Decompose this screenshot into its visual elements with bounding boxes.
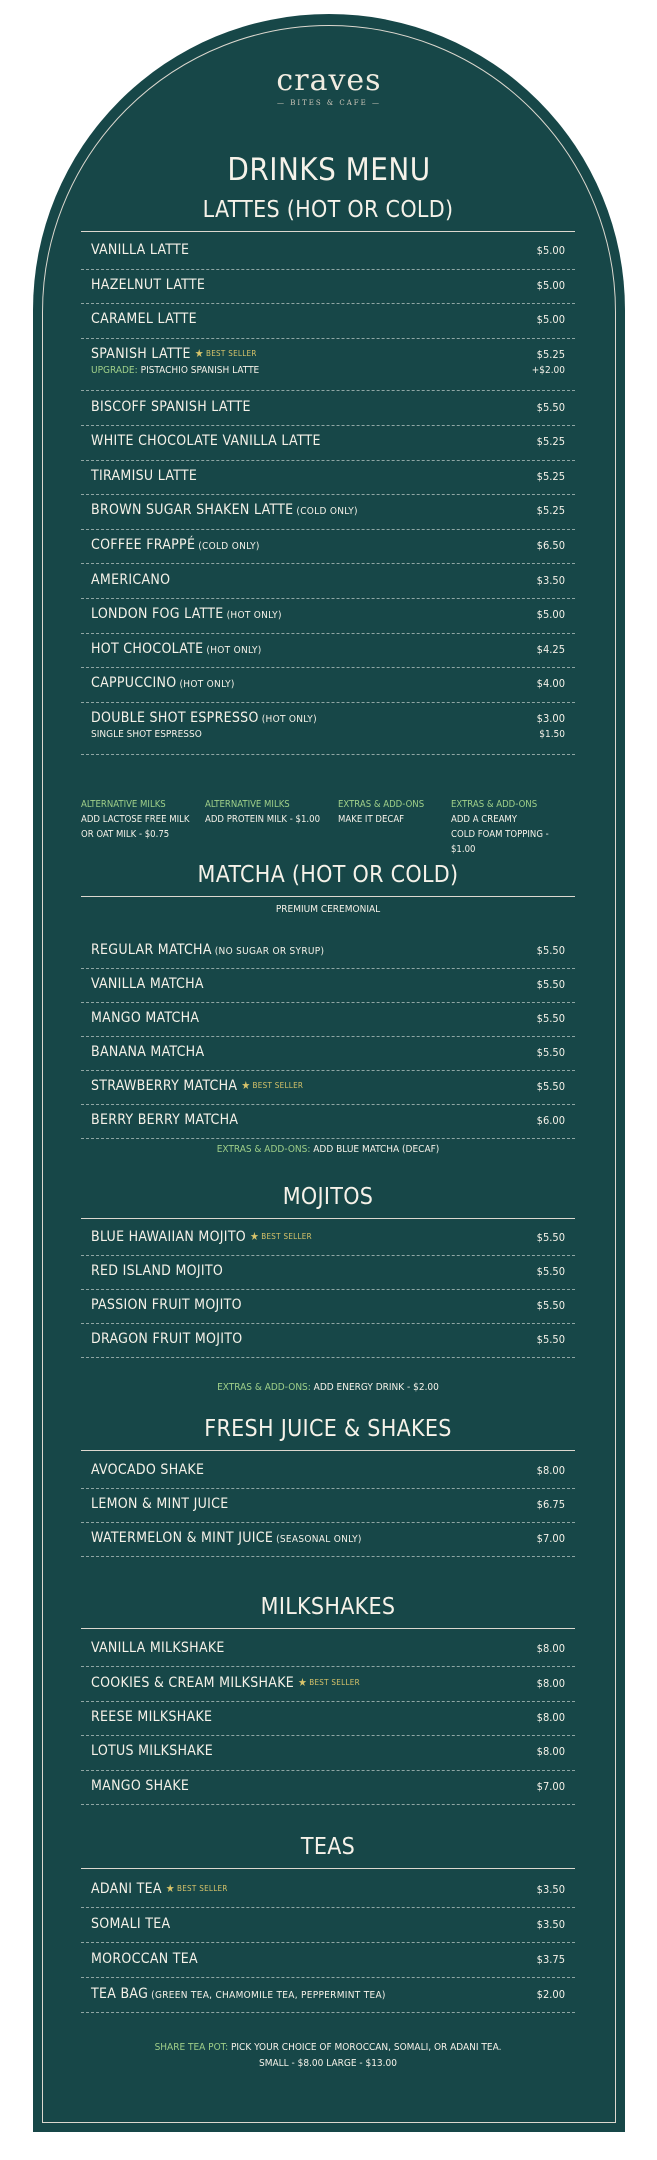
- star-icon: ★: [194, 347, 204, 361]
- lattes-item: [81, 633, 575, 669]
- item-name: TIRAMISU LATTE: [91, 467, 198, 484]
- item-name: REESE MILKSHAKE: [91, 1708, 213, 1725]
- juice-item: [81, 1488, 575, 1523]
- milkshakes-item: [81, 1632, 575, 1667]
- item-name: MOROCCAN TEA: [91, 1950, 198, 1967]
- item-price: $5.25: [536, 435, 565, 449]
- extras-label: EXTRAS & ADD-ONS:: [216, 1144, 314, 1155]
- item-price: $8.00: [536, 1464, 565, 1477]
- lattes-item: [81, 702, 575, 756]
- item-note: (HOT ONLY): [179, 679, 235, 691]
- item-name: COFFEE FRAPPÉ (COLD ONLY): [91, 537, 260, 554]
- item-price: $5.25: [536, 469, 565, 483]
- star-icon: ★: [165, 1881, 175, 1895]
- item-price: $6.75: [536, 1498, 565, 1511]
- juice-item: [81, 1522, 575, 1557]
- item-price: $4.25: [536, 642, 565, 656]
- addon-line: ADD LACTOSE FREE MILK: [81, 814, 190, 825]
- item-price: $7.00: [536, 1532, 565, 1545]
- share-label: SHARE TEA POT:: [154, 2042, 231, 2053]
- item-price: $8.00: [536, 1642, 565, 1656]
- addon-line: OR OAT MILK - $0.75: [81, 829, 170, 840]
- matcha-item: [81, 968, 575, 1003]
- item-price: $5.25: [536, 504, 565, 518]
- lattes-rule: [81, 231, 575, 232]
- matcha-title: MATCHA (HOT OR COLD): [197, 862, 459, 888]
- item-upgrade: SINGLE SHOT ESPRESSO: [91, 729, 202, 741]
- item-name: AVOCADO SHAKE: [91, 1462, 205, 1478]
- extras-text: ADD BLUE MATCHA (DECAF): [313, 1144, 440, 1155]
- item-price: $8.00: [536, 1710, 565, 1724]
- addon-heading: ALTERNATIVE MILKS: [81, 799, 166, 810]
- item-note: (COLD ONLY): [296, 506, 358, 518]
- item-note: (COLD ONLY): [198, 541, 260, 553]
- item-name: VANILLA LATTE: [91, 242, 190, 259]
- item-price: $5.50: [536, 1265, 565, 1278]
- item-name: AMERICANO: [91, 571, 171, 588]
- item-name: BANANA MATCHA: [91, 1044, 205, 1060]
- lattes-item: [81, 338, 575, 392]
- addon-line: COLD FOAM TOPPING - $1.00: [451, 829, 549, 855]
- mojitos-item: [81, 1289, 575, 1324]
- milkshakes-item: [81, 1701, 575, 1736]
- item-note: (HOT ONLY): [206, 644, 262, 656]
- item-price: $3.75: [536, 1952, 565, 1966]
- menu-board: [33, 14, 625, 2132]
- item-name: SPANISH LATTE ★ BEST SELLER: [91, 346, 257, 363]
- teas-item: [81, 1907, 575, 1943]
- item-price: $5.50: [536, 1080, 565, 1093]
- mojitos-rule: [81, 1218, 575, 1219]
- best-seller-badge: ★ BEST SELLER: [165, 1881, 228, 1895]
- item-name: BROWN SUGAR SHAKEN LATTE (COLD ONLY): [91, 502, 358, 519]
- teas-item: [81, 1977, 575, 2013]
- item-name: CAPPUCCINO (HOT ONLY): [91, 675, 235, 692]
- juice-title: FRESH JUICE & SHAKES: [204, 1416, 452, 1442]
- item-price: $8.00: [536, 1676, 565, 1690]
- lattes-item: [81, 563, 575, 599]
- star-icon: ★: [241, 1079, 251, 1092]
- item-name: BLUE HAWAIIAN MOJITO ★ BEST SELLER: [91, 1229, 312, 1245]
- upgrade-price: $1.50: [539, 729, 565, 741]
- item-price: $5.50: [536, 944, 565, 957]
- item-upgrade: UPGRADE: PISTACHIO SPANISH LATTE: [91, 365, 260, 377]
- milkshakes-rule: [81, 1628, 575, 1629]
- item-name: LEMON & MINT JUICE: [91, 1496, 229, 1512]
- matcha-item: [81, 1002, 575, 1037]
- item-name: ADANI TEA ★ BEST SELLER: [91, 1880, 228, 1897]
- lattes-title: LATTES (HOT OR COLD): [202, 197, 454, 223]
- item-price: $5.50: [536, 1046, 565, 1059]
- addon-column: [81, 797, 189, 842]
- item-price: $6.00: [536, 1114, 565, 1127]
- item-price: $5.50: [536, 1231, 565, 1244]
- item-name: PASSION FRUIT MOJITO: [91, 1297, 242, 1313]
- best-seller-badge: ★ BEST SELLER: [194, 347, 257, 361]
- juice-rule: [81, 1450, 575, 1451]
- teas-item: [81, 1942, 575, 1978]
- milkshakes-item: [81, 1666, 575, 1701]
- item-price: $5.50: [536, 400, 565, 414]
- teas-item: [81, 1872, 575, 1908]
- logo-wordmark: craves: [276, 63, 382, 98]
- item-price: $3.50: [536, 573, 565, 587]
- matcha-subtitle: PREMIUM CEREMONIAL: [275, 904, 381, 915]
- item-price: $6.50: [536, 539, 565, 553]
- item-price: $5.00: [536, 278, 565, 292]
- addon-column: [338, 797, 424, 827]
- item-name: RED ISLAND MOJITO: [91, 1263, 224, 1279]
- item-name: DOUBLE SHOT ESPRESSO (HOT ONLY): [91, 710, 317, 727]
- item-name: TEA BAG (GREEN TEA, CHAMOMILE TEA, PEPPERMINT TEA): [91, 1985, 386, 2002]
- mojito-extras: [81, 1380, 575, 1396]
- item-note: (HOT ONLY): [261, 714, 317, 726]
- matcha-rule: [81, 896, 575, 897]
- item-name: VANILLA MATCHA: [91, 976, 204, 992]
- matcha-item: [81, 1070, 575, 1105]
- item-note: (GREEN TEA, CHAMOMILE TEA, PEPPERMINT TEA): [151, 1989, 386, 2001]
- item-name: HOT CHOCOLATE (HOT ONLY): [91, 640, 262, 657]
- item-note: (HOT ONLY): [226, 610, 282, 622]
- item-name: CARAMEL LATTE: [91, 311, 197, 328]
- item-price: $3.00: [536, 712, 565, 726]
- matcha-item: [81, 1104, 575, 1139]
- item-price: $5.00: [536, 608, 565, 622]
- item-price: $5.50: [536, 1299, 565, 1312]
- best-seller-badge: ★ BEST SELLER: [250, 1230, 312, 1243]
- item-price: $5.00: [536, 313, 565, 327]
- milkshakes-title: MILKSHAKES: [260, 1594, 396, 1620]
- star-icon: ★: [250, 1230, 260, 1243]
- teas-rule: [81, 1868, 575, 1869]
- item-price: $3.50: [536, 1882, 565, 1896]
- item-note: (NO SUGAR OR SYRUP): [214, 946, 325, 957]
- item-name: REGULAR MATCHA (NO SUGAR OR SYRUP): [91, 942, 325, 958]
- menu-title: DRINKS MENU: [227, 152, 431, 188]
- item-price: $2.00: [536, 1987, 565, 2001]
- addon-line: ADD A CREAMY: [451, 814, 518, 825]
- item-price: $8.00: [536, 1745, 565, 1759]
- item-price: $5.25: [536, 348, 565, 362]
- best-seller-badge: ★ BEST SELLER: [241, 1079, 304, 1092]
- share-tea-pot: [81, 2040, 575, 2056]
- item-price: $5.50: [536, 1012, 565, 1025]
- juice-item: [81, 1454, 575, 1489]
- lattes-item: [81, 390, 575, 426]
- addon-heading: EXTRAS & ADD-ONS: [451, 799, 538, 810]
- matcha-extras: [81, 1142, 575, 1158]
- addon-column: [205, 797, 320, 827]
- addon-line: ADD PROTEIN MILK - $1.00: [205, 814, 321, 825]
- best-seller-badge: ★ BEST SELLER: [298, 1675, 360, 1689]
- share-sizes: SMALL - $8.00 LARGE - $13.00: [259, 2058, 397, 2069]
- logo: [33, 64, 625, 107]
- lattes-item: [81, 529, 575, 565]
- lattes-item: [81, 460, 575, 496]
- item-name: STRAWBERRY MATCHA ★ BEST SELLER: [91, 1078, 304, 1094]
- item-name: HAZELNUT LATTE: [91, 276, 206, 293]
- item-name: BERRY BERRY MATCHA: [91, 1112, 239, 1128]
- share-text: PICK YOUR CHOICE OF MOROCCAN, SOMALI, OR ADANI TEA.: [230, 2042, 502, 2053]
- item-name: DRAGON FRUIT MOJITO: [91, 1331, 243, 1347]
- teas-title: TEAS: [300, 1834, 356, 1860]
- item-price: $7.00: [536, 1779, 565, 1793]
- item-name: LONDON FOG LATTE (HOT ONLY): [91, 606, 282, 623]
- logo-tagline: — BITES & CAFE —: [277, 99, 381, 107]
- addon-line: MAKE IT DECAF: [338, 814, 405, 825]
- addon-heading: EXTRAS & ADD-ONS: [338, 799, 425, 810]
- item-name: VANILLA MILKSHAKE: [91, 1640, 225, 1657]
- matcha-item: [81, 934, 575, 969]
- item-name: WATERMELON & MINT JUICE (SEASONAL ONLY): [91, 1530, 362, 1546]
- lattes-item: [81, 425, 575, 461]
- lattes-item: [81, 494, 575, 530]
- item-price: $5.00: [536, 244, 565, 258]
- upgrade-label: UPGRADE:: [91, 365, 138, 377]
- upgrade-price: +$2.00: [531, 365, 565, 377]
- addon-heading: ALTERNATIVE MILKS: [205, 799, 290, 810]
- mojitos-item: [81, 1323, 575, 1358]
- item-name: LOTUS MILKSHAKE: [91, 1743, 213, 1760]
- item-name: COOKIES & CREAM MILKSHAKE ★ BEST SELLER: [91, 1674, 360, 1691]
- extras-label: EXTRAS & ADD-ONS:: [217, 1382, 314, 1393]
- mojitos-title: MOJITOS: [282, 1184, 374, 1210]
- milkshakes-item: [81, 1770, 575, 1805]
- item-name: SOMALI TEA: [91, 1915, 171, 1932]
- item-price: $3.50: [536, 1917, 565, 1931]
- item-price: $5.50: [536, 1333, 565, 1346]
- addon-column: [451, 797, 575, 857]
- item-name: BISCOFF SPANISH LATTE: [91, 398, 251, 415]
- mojitos-item: [81, 1255, 575, 1290]
- item-name: WHITE CHOCOLATE VANILLA LATTE: [91, 433, 321, 450]
- milkshakes-item: [81, 1735, 575, 1770]
- lattes-item: [81, 234, 575, 270]
- item-name: MANGO SHAKE: [91, 1777, 190, 1794]
- lattes-item: [81, 303, 575, 339]
- mojitos-item: [81, 1221, 575, 1256]
- lattes-item: [81, 269, 575, 305]
- item-price: $4.00: [536, 677, 565, 691]
- lattes-item: [81, 667, 575, 703]
- matcha-item: [81, 1036, 575, 1071]
- item-price: $5.50: [536, 978, 565, 991]
- item-note: (SEASONAL ONLY): [276, 1534, 362, 1545]
- extras-text: ADD ENERGY DRINK - $2.00: [313, 1382, 439, 1393]
- item-name: MANGO MATCHA: [91, 1010, 200, 1026]
- star-icon: ★: [298, 1675, 308, 1689]
- lattes-item: [81, 598, 575, 634]
